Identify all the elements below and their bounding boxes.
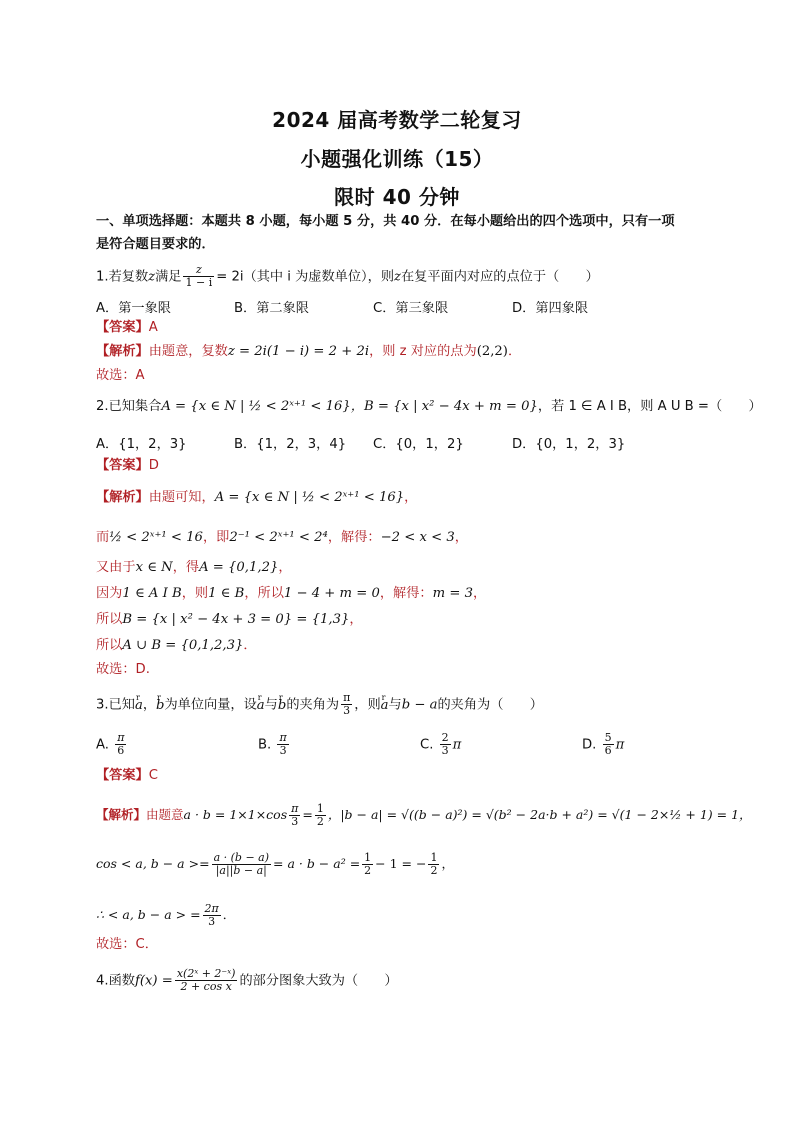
q3-l1-eq1: a · b = 1×1×cos <box>183 807 288 822</box>
q1-conclusion: 故选：A <box>96 368 145 383</box>
q3-vec-a: r a <box>135 698 143 713</box>
q3-l1-3: 3 <box>291 815 299 828</box>
q1-mid: 满足 <box>155 269 182 285</box>
q2-l6-b: A ∪ B = {0,1,2,3} <box>122 638 244 653</box>
doc-title-3: 限时 40 分钟 <box>334 185 460 209</box>
q3-option-d-den: 6 <box>604 744 612 757</box>
q3-l2-num: a · (b − a) <box>213 851 270 864</box>
q2-l2-b: ½ < 2ˣ⁺¹ < 16 <box>109 530 203 545</box>
q3-option-a-label: A. <box>96 737 109 753</box>
q1-eq: = 2i（其中 i 为虚数单位），则 <box>216 269 395 285</box>
q2-l2-f: −2 < x < 3 <box>380 530 455 545</box>
q2-l2-e: ，解得： <box>327 530 381 545</box>
q3-mid2: 与 <box>264 697 278 713</box>
q4-stem <box>96 968 398 993</box>
q2-conclusion: 故选：D. <box>96 662 150 677</box>
q3-l3-b: ． <box>222 907 236 922</box>
q2-l6-a: 所以 <box>96 638 123 653</box>
q1-var-z: z <box>148 269 156 285</box>
q3-option-c-label: C. <box>420 737 434 753</box>
q2-l5-b: B = {x | x² − 4x + 3 = 0} = {1,3} <box>122 612 350 627</box>
q3-option-d-num: 5 <box>604 731 612 744</box>
q3-option-b-den: 3 <box>279 744 287 757</box>
q2-l4-e: ，所以 <box>244 586 284 601</box>
q1-option-b: B．第二象限 <box>234 301 309 316</box>
q1-analysis-eq: z = 2i(1 − i) = 2 + 2i <box>227 344 370 359</box>
q2-analysis-line1 <box>96 489 417 507</box>
q3-angle-fraction <box>341 692 352 717</box>
q3-l1-half-den: 2 <box>316 815 324 828</box>
q2-l2-g: ， <box>454 530 468 545</box>
q3-stem: 3.已知r a，r b为单位向量，设r a与r b的夹角为 $\frac{\pi}{3}$ ，则r a与b − a的夹角为（ ） <box>96 692 543 717</box>
q3-angle-den: 3 <box>343 704 351 717</box>
q3-analysis-a: 由题意 <box>146 807 184 822</box>
q2-answer-tag: 【答案】 <box>96 458 149 473</box>
q2-l3-d: A = {0,1,2} <box>199 560 279 575</box>
q3-mid1: 为单位向量，设 <box>164 697 257 713</box>
q1-option-c: C．第三象限 <box>373 301 449 316</box>
q3-l3-a: ∴ < a, b − a > = <box>96 907 201 922</box>
q2-answer <box>96 457 159 475</box>
q4-tail: 的部分图象大致为（ ） <box>239 973 398 989</box>
q2-l4-f: 1 − 4 + m = 0 <box>283 586 380 601</box>
q2-analysis-line4 <box>96 585 486 603</box>
q3-l2-den: |a||b − a| <box>215 864 267 877</box>
q2-l4-c: ，则 <box>181 586 209 601</box>
q3-option-d <box>582 732 624 757</box>
q3-l2-half-num: 1 <box>364 851 372 864</box>
doc-title-1: 2024 届高考数学二轮复习 <box>272 108 522 132</box>
q2-option-c: C．{0，1，2} <box>373 437 464 452</box>
q2-analysis-tag: 【解析】 <box>96 490 149 505</box>
q3-option-c <box>420 732 461 757</box>
q3-option-a <box>96 732 128 757</box>
q2-analysis-a: 由题可知， <box>148 490 215 505</box>
q3-l3-num: 2π <box>204 902 219 915</box>
q2-l3-b: x ∈ N <box>135 560 173 575</box>
q2-analysis-line6 <box>96 637 257 655</box>
q3-answer <box>96 767 158 785</box>
q3-l2-b: = a · b − a² = <box>273 856 361 871</box>
q2-analysis-set-a: A = {x ∈ N | ½ < 2ˣ⁺¹ < 16} <box>214 490 405 505</box>
q2-l3-e: ， <box>278 560 292 575</box>
q1-tail: 在复平面内对应的点位于（ ） <box>400 269 599 285</box>
q3-vec-b2: r b <box>278 698 286 713</box>
q3-angle-num: π <box>343 691 351 704</box>
q2-l4-d: 1 ∈ B <box>208 586 245 601</box>
q3-tail: 的夹角为（ ） <box>437 697 543 713</box>
q3-answer-tag: 【答案】 <box>96 768 149 783</box>
q1-option-d: D．第四象限 <box>512 301 589 316</box>
q1-analysis-c: ． <box>507 344 522 359</box>
q1-analysis <box>96 343 521 361</box>
q2-analysis-a-end: ， <box>404 490 418 505</box>
q2-stem <box>96 398 762 416</box>
q3-mid5: 与 <box>388 697 402 713</box>
q3-option-d-label: D. <box>582 737 597 753</box>
q1-analysis-tag: 【解析】 <box>96 344 149 359</box>
q2-l5-a: 所以 <box>96 612 123 627</box>
q2-l4-i: ， <box>472 586 487 601</box>
q3-conclusion: 故选：C． <box>96 937 158 952</box>
q1-fraction: $\frac{z}{1 - i}$ <box>185 263 213 289</box>
q2-l4-a: 因为 <box>96 586 123 601</box>
q3-option-b-num: π <box>279 731 287 744</box>
q4-frac-num: x(2ˣ + 2⁻ˣ) <box>176 967 236 980</box>
section-heading-line2: 是符合题目要求的． <box>96 237 215 252</box>
doc-title-2: 小题强化训练（15） <box>300 147 494 171</box>
q3-analysis-line3 <box>96 903 235 928</box>
q2-option-b: B．{1，2，3，4} <box>234 437 347 452</box>
q3-analysis-line2 <box>96 852 454 877</box>
q3-l1-eq3: ，|b − a| = √((b − a)²) = √(b² − 2a·b + a²) = √(1 − 2×½ + 1) = 1， <box>327 807 752 822</box>
q3-mid3: 的夹角为 <box>286 697 340 713</box>
q2-set-a: A = {x ∈ N | ½ < 2ˣ⁺¹ < 16} <box>161 399 351 414</box>
q1-analysis-b: ，则 z 对应的点为 <box>369 344 477 359</box>
q3-mid4: ，则 <box>354 697 381 713</box>
q1-answer-tag: 【答案】 <box>96 320 149 335</box>
q2-analysis-line2 <box>96 529 468 547</box>
q1-analysis-point: (2,2) <box>476 344 508 359</box>
q3-analysis-tag: 【解析】 <box>96 807 147 822</box>
q4-fx: f(x) = <box>134 973 173 989</box>
q3-l2-half2-den: 2 <box>430 864 438 877</box>
q1-answer-value: A <box>148 320 158 335</box>
q2-l4-b: 1 ∈ A I B <box>122 586 182 601</box>
q3-option-a-den: 6 <box>117 744 125 757</box>
q3-l1-pi: π <box>291 802 299 815</box>
q2-set-b: ，B = {x | x² − 4x + m = 0} <box>350 399 538 414</box>
q3-prefix: 3.已知 <box>96 697 135 713</box>
q2-option-a: A．{1，2，3} <box>96 437 187 452</box>
q3-b-minus-a: b − a <box>401 697 438 713</box>
q2-l3-a: 又由于 <box>96 560 136 575</box>
q3-analysis-line1 <box>96 803 752 828</box>
q2-analysis-line3 <box>96 559 292 577</box>
q2-l2-d: 2⁻¹ < 2ˣ⁺¹ < 2⁴ <box>229 530 328 545</box>
q3-vec-a2: r a <box>257 698 265 713</box>
q2-analysis-line5 <box>96 611 363 629</box>
q4-prefix: 4.函数 <box>96 973 135 989</box>
q3-l2-d: ， <box>441 856 454 871</box>
q3-l2-a: cos < a, b − a >= <box>96 856 210 871</box>
q1-option-a: A．第一象限 <box>96 301 171 316</box>
q3-option-c-num: 2 <box>441 731 449 744</box>
q3-l3-den: 3 <box>208 915 216 928</box>
q3-l2-half2-num: 1 <box>430 851 438 864</box>
q2-l2-c: ，即 <box>202 530 230 545</box>
q2-answer-value: D <box>148 458 159 473</box>
q3-answer-value: C <box>148 768 158 783</box>
q2-l4-g: ，解得： <box>379 586 433 601</box>
q2-l5-c: ， <box>349 612 363 627</box>
q3-l1-eq2: = <box>302 807 313 822</box>
q3-option-a-num: π <box>117 731 125 744</box>
q1-answer <box>96 319 158 337</box>
q1-var-z2: z <box>394 269 401 285</box>
q1-prefix: 1.若复数 <box>96 269 149 285</box>
q1-stem <box>96 264 599 289</box>
q3-option-b-label: B. <box>258 737 272 753</box>
q2-l4-h: m = 3 <box>432 586 473 601</box>
q4-frac-den: 2 + cos x <box>180 980 232 993</box>
q3-option-c-pi: π <box>452 737 462 753</box>
q2-tail: ，若 1 ∈ A I B，则 A U B =（ ） <box>537 399 762 414</box>
q2-prefix: 2.已知集合 <box>96 399 162 414</box>
q3-l1-half-num: 1 <box>316 802 324 815</box>
q3-option-c-den: 3 <box>441 744 449 757</box>
q2-l6-c: ． <box>243 638 257 653</box>
q3-l2-c: − 1 = − <box>375 856 427 871</box>
q1-analysis-a: 由题意，复数 <box>148 344 228 359</box>
q3-vec-a3: r a <box>381 698 389 713</box>
q3-option-d-pi: π <box>615 737 625 753</box>
q2-l3-c: ，得 <box>172 560 200 575</box>
q3-vec-b: r b <box>156 698 164 713</box>
q3-option-b <box>258 732 291 757</box>
section-heading-line1: 一、单项选择题：本题共 8 小题，每小题 5 分，共 40 分．在每小题给出的四个选项中，只有一项 <box>96 214 675 229</box>
q3-l2-half-den: 2 <box>364 864 372 877</box>
q2-l2-a: 而 <box>96 530 110 545</box>
q2-option-d: D．{0，1，2，3} <box>512 437 626 452</box>
